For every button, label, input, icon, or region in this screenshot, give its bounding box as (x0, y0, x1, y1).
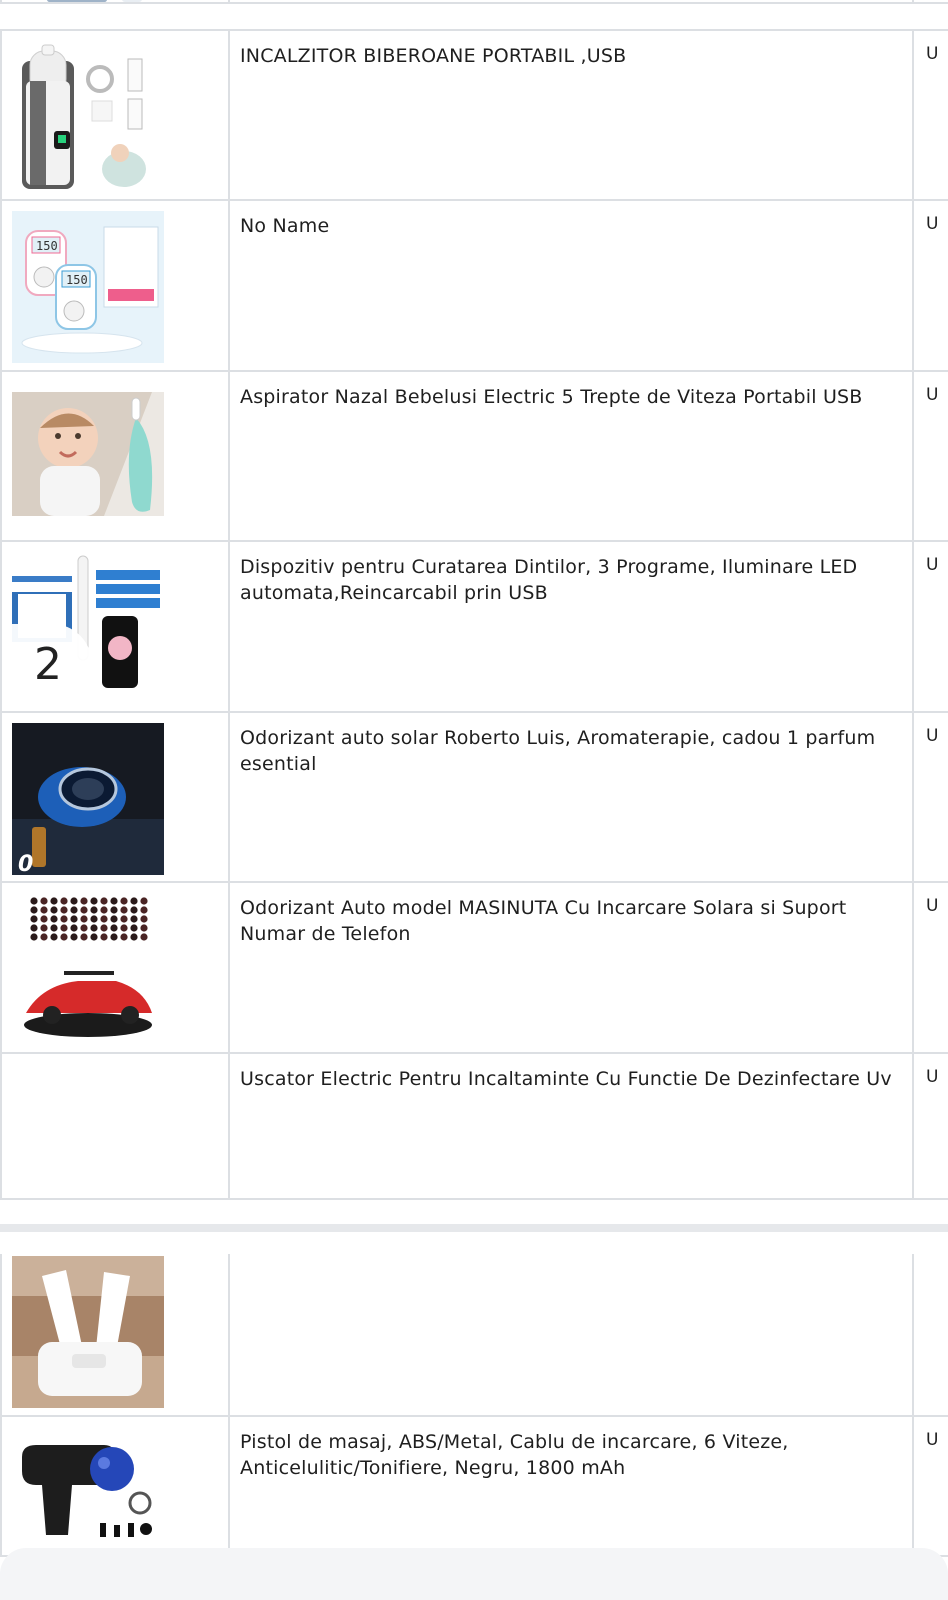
pattern-dot (80, 906, 87, 913)
unit-cell (913, 30, 948, 200)
image-cell (1, 1254, 229, 1416)
image-cell (1, 1053, 229, 1199)
image-cell (1, 371, 229, 541)
unit-cell (913, 541, 948, 712)
pattern-dot (30, 897, 37, 904)
pattern-dot (50, 897, 57, 904)
pattern-dot (110, 897, 117, 904)
pattern-dot (90, 915, 97, 922)
product-unit (914, 1254, 948, 1266)
product-table-continued (0, 1254, 948, 1557)
pattern-dot (60, 933, 67, 940)
image-cell (1, 0, 229, 3)
pattern-dot (30, 924, 37, 931)
pattern-dot (110, 915, 117, 922)
pattern-dot (140, 924, 147, 931)
pattern-dot (70, 924, 77, 931)
pattern-dot (130, 933, 137, 940)
product-unit: U (926, 896, 939, 916)
name-cell (229, 30, 913, 200)
name-cell (229, 882, 913, 1053)
product-name: Uscator Electric Pentru Incaltaminte Cu Functie De Dezinfectare Uv (240, 1068, 892, 1090)
car-air-freshener-image[interactable] (12, 723, 164, 875)
shoe-dryer-image[interactable] (12, 1256, 164, 1408)
name-cell (229, 200, 913, 371)
product-unit: U (926, 726, 939, 746)
name-cell (229, 0, 913, 3)
image-cell (1, 541, 229, 712)
product-name: Aspirator Nazal Bebelusi Electric 5 Trepte de Viteza Portabil USB (240, 386, 863, 408)
pattern-dot (40, 906, 47, 913)
bottle-warmer-image[interactable] (12, 41, 164, 193)
bottom-sheet-handle-area (0, 1548, 948, 1600)
name-cell (229, 1416, 913, 1556)
pattern-dot (90, 924, 97, 931)
unit-cell (913, 712, 948, 882)
pattern-dot (100, 906, 107, 913)
pattern-dot (80, 915, 87, 922)
table-row[interactable] (1, 30, 948, 200)
pattern-dot (90, 897, 97, 904)
pattern-dot (120, 897, 127, 904)
product-unit: U (926, 1430, 939, 1450)
name-cell (229, 371, 913, 541)
nasal-aspirator-image[interactable] (12, 392, 164, 516)
unit-cell (913, 200, 948, 371)
svg-text:150: 150 (66, 273, 88, 287)
unit-cell (913, 1053, 948, 1199)
pattern-dot (140, 933, 147, 940)
image-cell (1, 882, 229, 1053)
image-cell (1, 30, 229, 200)
unit-cell (913, 882, 948, 1053)
product-unit: U (926, 1067, 939, 1087)
product-unit: U (926, 214, 939, 234)
name-cell (229, 1053, 913, 1199)
pattern-dot (50, 924, 57, 931)
table-row[interactable] (1, 1416, 948, 1556)
pattern-dot (130, 915, 137, 922)
pattern-dot (100, 924, 107, 931)
table-row[interactable] (1, 882, 948, 1053)
pattern-dot (40, 897, 47, 904)
pattern-dot (30, 915, 37, 922)
pattern-dot (80, 933, 87, 940)
pattern-dot (120, 906, 127, 913)
pattern-dot (70, 897, 77, 904)
pattern-dot (60, 915, 67, 922)
name-cell (229, 1254, 913, 1416)
pattern-dot (30, 933, 37, 940)
table-row[interactable] (1, 541, 948, 712)
table-row[interactable] (1, 371, 948, 541)
pattern-dot (50, 906, 57, 913)
pattern-dot (120, 933, 127, 940)
page-break-separator (0, 1224, 948, 1232)
product-unit: U (926, 555, 939, 575)
pattern-dot (70, 933, 77, 940)
table-row[interactable] (1, 1053, 948, 1199)
pattern-dot (90, 933, 97, 940)
pattern-dot (130, 906, 137, 913)
unit-cell (913, 0, 948, 3)
fetal-doppler-image[interactable] (12, 211, 164, 363)
car-model-freshener-image[interactable] (12, 893, 164, 1045)
massage-gun-image[interactable] (12, 1427, 164, 1547)
pattern-dot (130, 897, 137, 904)
product-name: Odorizant auto solar Roberto Luis, Aromaterapie, cadou 1 parfum esential (240, 727, 876, 775)
product-name: Dispozitiv pentru Curatarea Dintilor, 3 Programe, Iluminare LED automata,Reincarcabil prin USB (240, 556, 858, 604)
unit-cell (913, 1416, 948, 1556)
pattern-dot (110, 906, 117, 913)
unit-cell (913, 1254, 948, 1416)
pattern-dot (100, 933, 107, 940)
product-name (230, 1254, 912, 1266)
pattern-dot (90, 906, 97, 913)
pattern-dot (80, 924, 87, 931)
pattern-dot (130, 924, 137, 931)
name-cell (229, 541, 913, 712)
table-row[interactable] (1, 1254, 948, 1416)
pattern-dot (50, 915, 57, 922)
image-cell (1, 712, 229, 882)
pattern-dot (70, 915, 77, 922)
pattern-dot (70, 906, 77, 913)
pattern-dot (120, 924, 127, 931)
table-row[interactable] (1, 200, 948, 371)
product-table (0, 29, 948, 1200)
pattern-dot (80, 897, 87, 904)
product-name: Pistol de masaj, ABS/Metal, Cablu de incarcare, 6 Viteze, Anticelulitic/Tonifiere, Negru, 1800 mAh (240, 1431, 789, 1479)
pattern-dot (110, 933, 117, 940)
pattern-dot (100, 915, 107, 922)
product-thumbnail-partial (22, 0, 162, 3)
svg-text:150: 150 (36, 239, 58, 253)
image-cell (1, 200, 229, 371)
pattern-dot (100, 897, 107, 904)
pattern-dot (140, 897, 147, 904)
pattern-dot (120, 915, 127, 922)
product-unit: U (926, 44, 939, 64)
product-name: INCALZITOR BIBEROANE PORTABIL ,USB (240, 45, 627, 67)
pattern-dot (140, 906, 147, 913)
product-name: Odorizant Auto model MASINUTA Cu Incarcare Solara si Suport Numar de Telefon (240, 897, 847, 945)
name-cell (229, 712, 913, 882)
pattern-dot (40, 933, 47, 940)
pattern-dot (110, 924, 117, 931)
unit-cell (913, 371, 948, 541)
product-unit: U (926, 385, 939, 405)
pattern-dot (60, 906, 67, 913)
pattern-dot (60, 924, 67, 931)
image-cell (1, 1416, 229, 1556)
pattern-dot (40, 915, 47, 922)
image-count-badge: 2 (2, 624, 92, 706)
pattern-dot (30, 906, 37, 913)
pattern-dot (60, 897, 67, 904)
product-name: No Name (240, 215, 330, 237)
product-table-top (0, 0, 948, 4)
pattern-dot (50, 933, 57, 940)
table-row[interactable] (1, 712, 948, 882)
pattern-dot (140, 915, 147, 922)
svg-text:0: 0 (18, 852, 34, 875)
pattern-dot (40, 924, 47, 931)
